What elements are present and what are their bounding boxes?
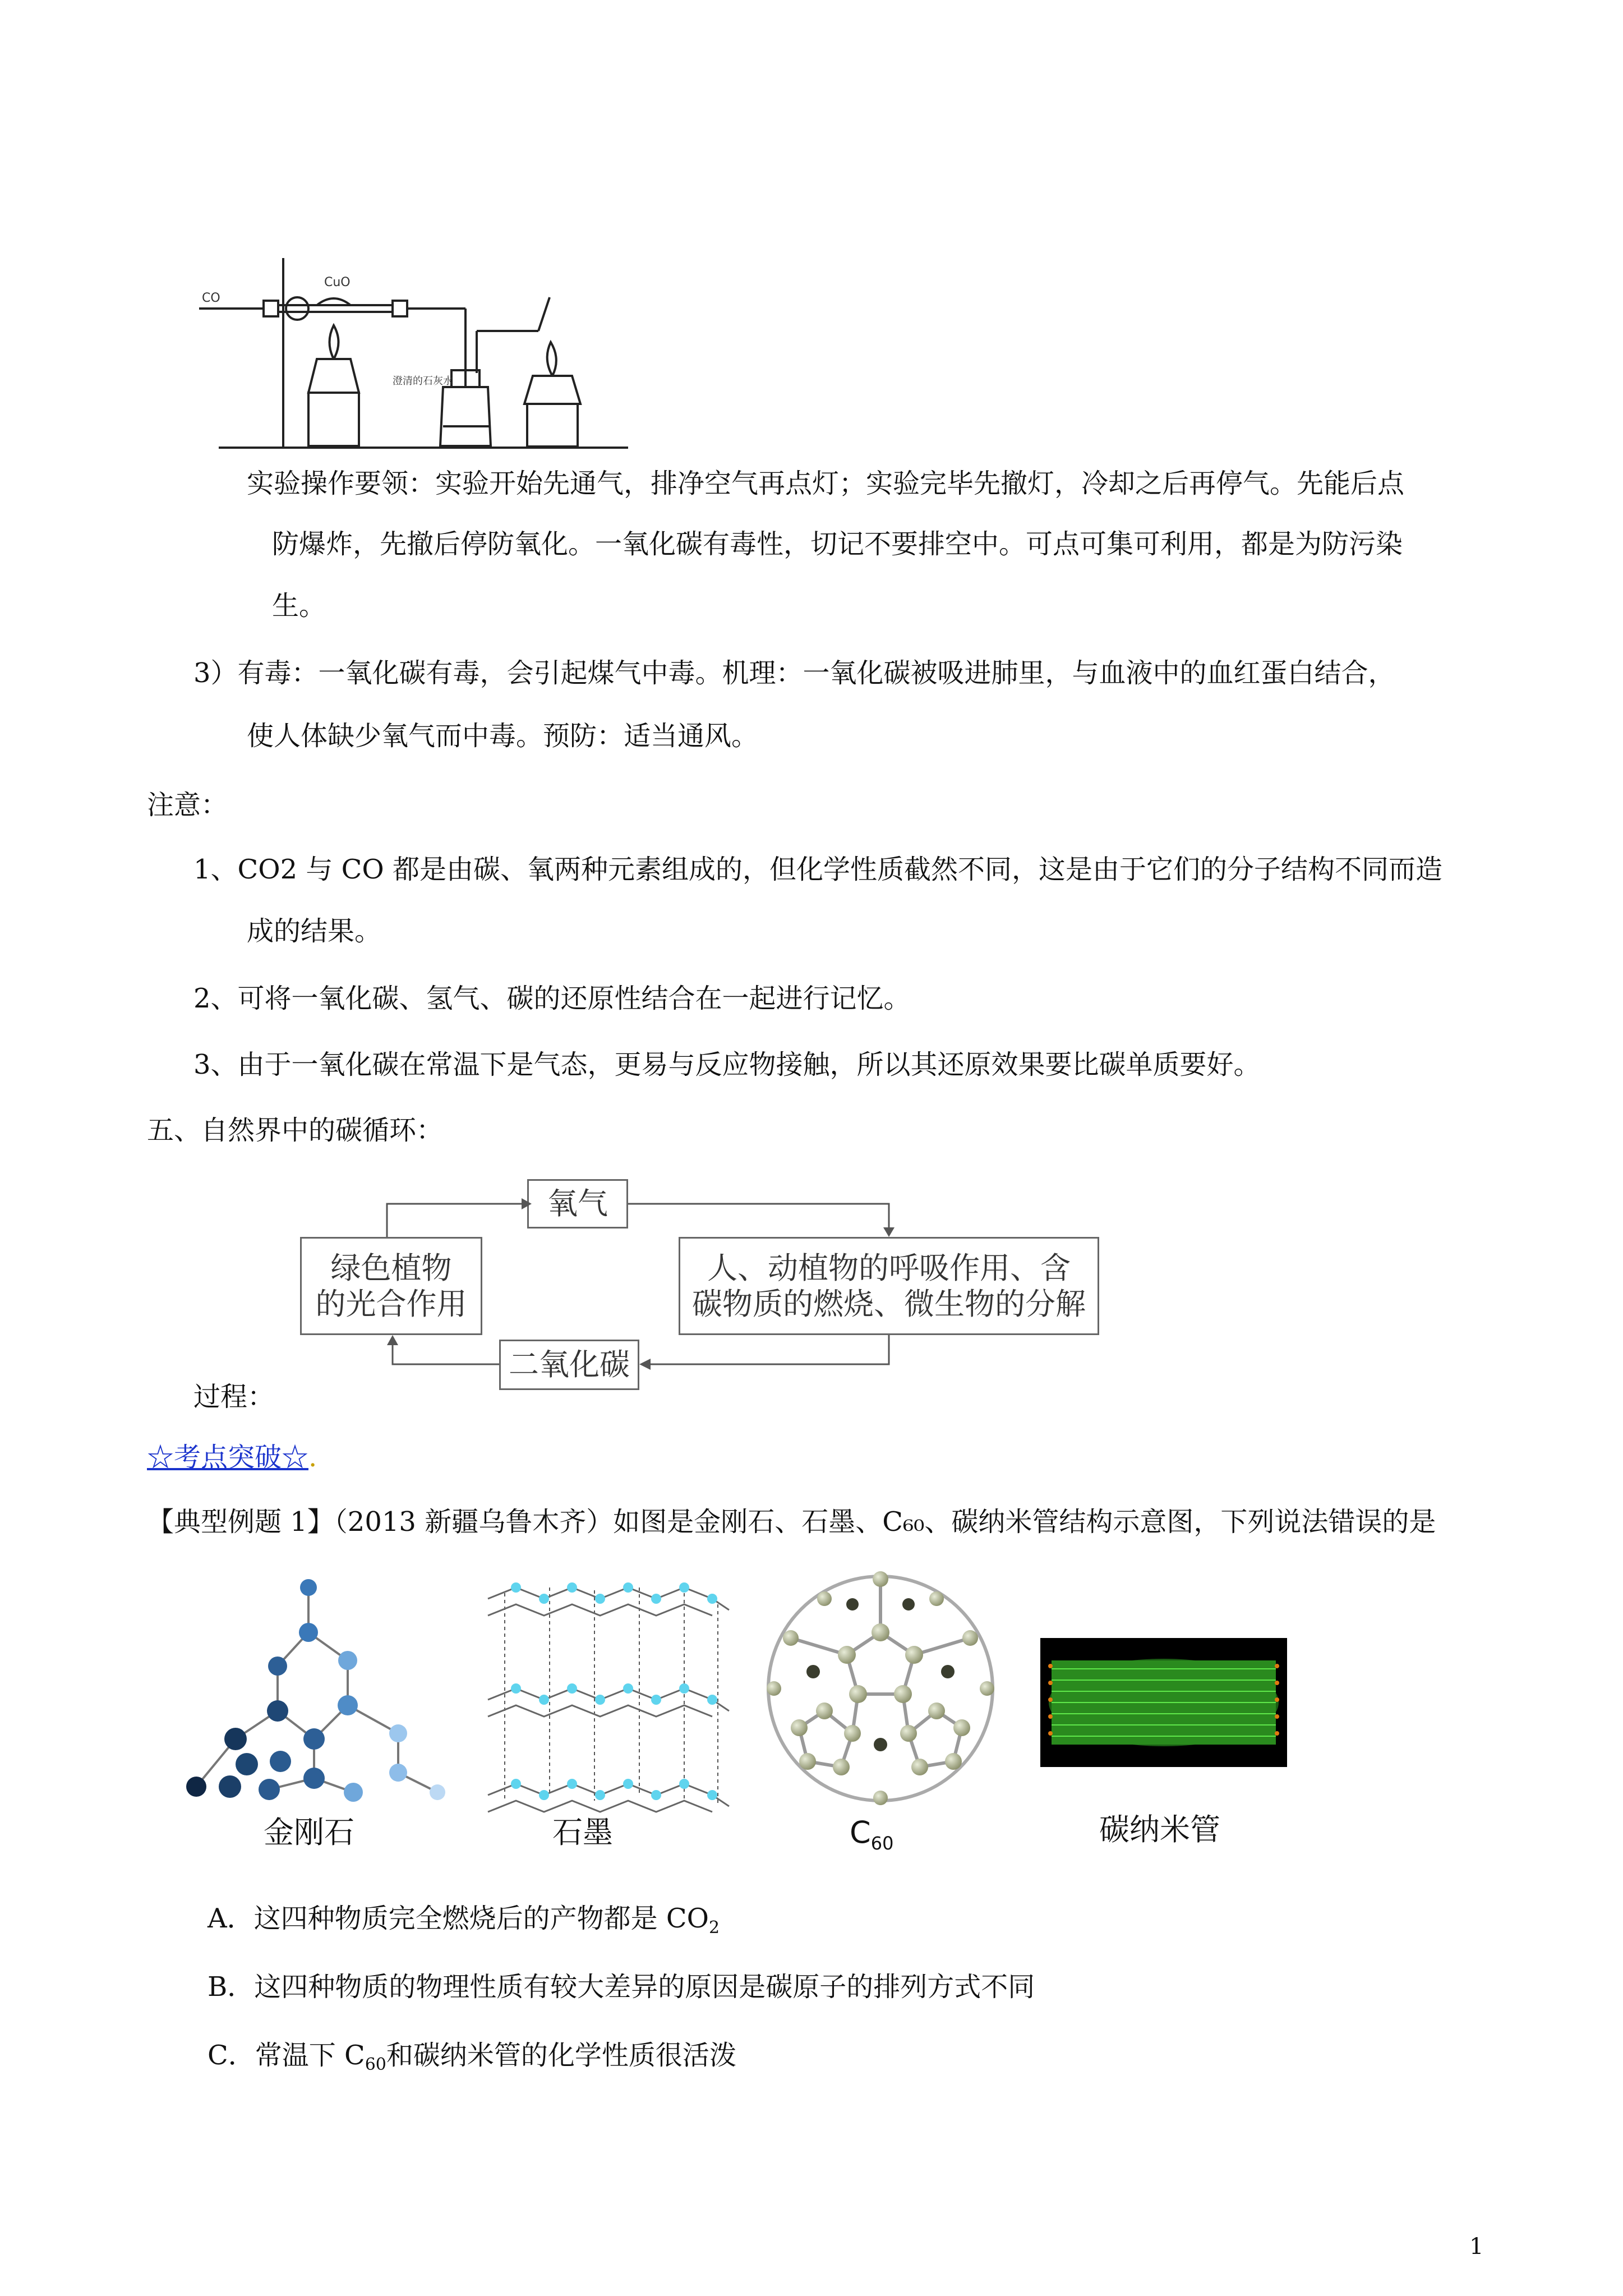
c60-caption-base: C — [850, 1815, 871, 1850]
note-1-line-2: 成的结果。 — [247, 915, 382, 947]
section-5-heading: 五、自然界中的碳循环： — [147, 1115, 444, 1146]
co2-label: 二氧化碳 — [509, 1347, 630, 1382]
c60-caption-sub: 60 — [870, 1833, 894, 1854]
option-b: B．这四种物质的物理性质有较大差异的原因是碳原子的排列方式不同 — [208, 1971, 1035, 2003]
toxic-line-2: 使人体缺少氧气而中毒。预防：适当通风。 — [247, 720, 759, 752]
op-line-2: 防爆炸，先撤后停防氧化。一氧化碳有毒性，切记不要排空中。可点可集可利用，都是为防污染 — [272, 528, 1403, 560]
graphite-caption: 石墨 — [552, 1815, 613, 1850]
co-reduction-apparatus-figure — [196, 247, 634, 454]
example-1-question: 【典型例题 1】（2013 新疆乌鲁木齐）如图是金刚石、石墨、C₆₀、碳纳米管结构示意图，下列说法错误的是 — [147, 1506, 1436, 1538]
diamond-structure-figure — [185, 1571, 454, 1806]
kaodian-dot: . — [308, 1442, 317, 1473]
note-heading: 注意： — [147, 789, 228, 821]
limewater-label: 澄清的石灰水 — [393, 375, 453, 387]
kaodian-link[interactable]: ☆考点突破☆ — [147, 1442, 309, 1473]
option-c-suffix: 和碳纳米管的化学性质很活泼 — [386, 2040, 736, 2071]
co-label: CO — [202, 291, 220, 305]
page-number: 1 — [1469, 2234, 1484, 2260]
c60-caption — [850, 1815, 893, 1861]
note-2: 2、可将一氧化碳、氢气、碳的还原性结合在一起进行记忆。 — [193, 983, 911, 1014]
option-a-sub: 2 — [709, 1918, 720, 1938]
diamond-caption: 金刚石 — [264, 1815, 354, 1850]
nanotube-caption: 碳纳米管 — [1099, 1812, 1220, 1847]
carbon-cycle-diagram — [292, 1161, 1122, 1402]
green-plants-line-2: 的光合作用 — [315, 1286, 467, 1322]
c60-structure-figure — [757, 1565, 1004, 1812]
op-line-1: 实验操作要领：实验开始先通气，排净空气再点灯；实验完毕先撤灯，冷却之后再停气。先能后点 — [247, 468, 1405, 499]
respiration-line-1: 人、动植物的呼吸作用、含 — [707, 1250, 1071, 1286]
option-c-sub: 60 — [365, 2055, 386, 2074]
green-plants-line-1: 绿色植物 — [330, 1250, 452, 1286]
cuo-label: CuO — [324, 275, 351, 289]
kaodian-heading — [147, 1441, 317, 1474]
cycle-arrows — [292, 1161, 1122, 1402]
process-label: 过程： — [193, 1381, 275, 1412]
graphite-structure-figure — [482, 1565, 735, 1829]
option-c-prefix: C．常温下 C — [208, 2040, 365, 2071]
option-a — [208, 1902, 720, 1945]
note-3: 3、由于一氧化碳在常温下是气态，更易与反应物接触，所以其还原效果要比碳单质要好。 — [193, 1049, 1261, 1080]
nanotube-structure-figure — [1040, 1638, 1287, 1767]
oxygen-label: 氧气 — [547, 1186, 608, 1221]
op-line-3: 生。 — [272, 590, 326, 622]
toxic-line-1: 3）有毒：一氧化碳有毒，会引起煤气中毒。机理：一氧化碳被吸进肺里，与血液中的血红蛋白结合， — [193, 657, 1395, 689]
option-a-text: A．这四种物质完全燃烧后的产物都是 CO — [208, 1903, 709, 1934]
option-c — [208, 2039, 736, 2082]
note-1-line-1: 1、CO2 与 CO 都是由碳、氧两种元素组成的，但化学性质截然不同，这是由于它们的分子结构不同而造 — [193, 854, 1443, 885]
respiration-line-2: 碳物质的燃烧、微生物的分解 — [692, 1286, 1086, 1322]
